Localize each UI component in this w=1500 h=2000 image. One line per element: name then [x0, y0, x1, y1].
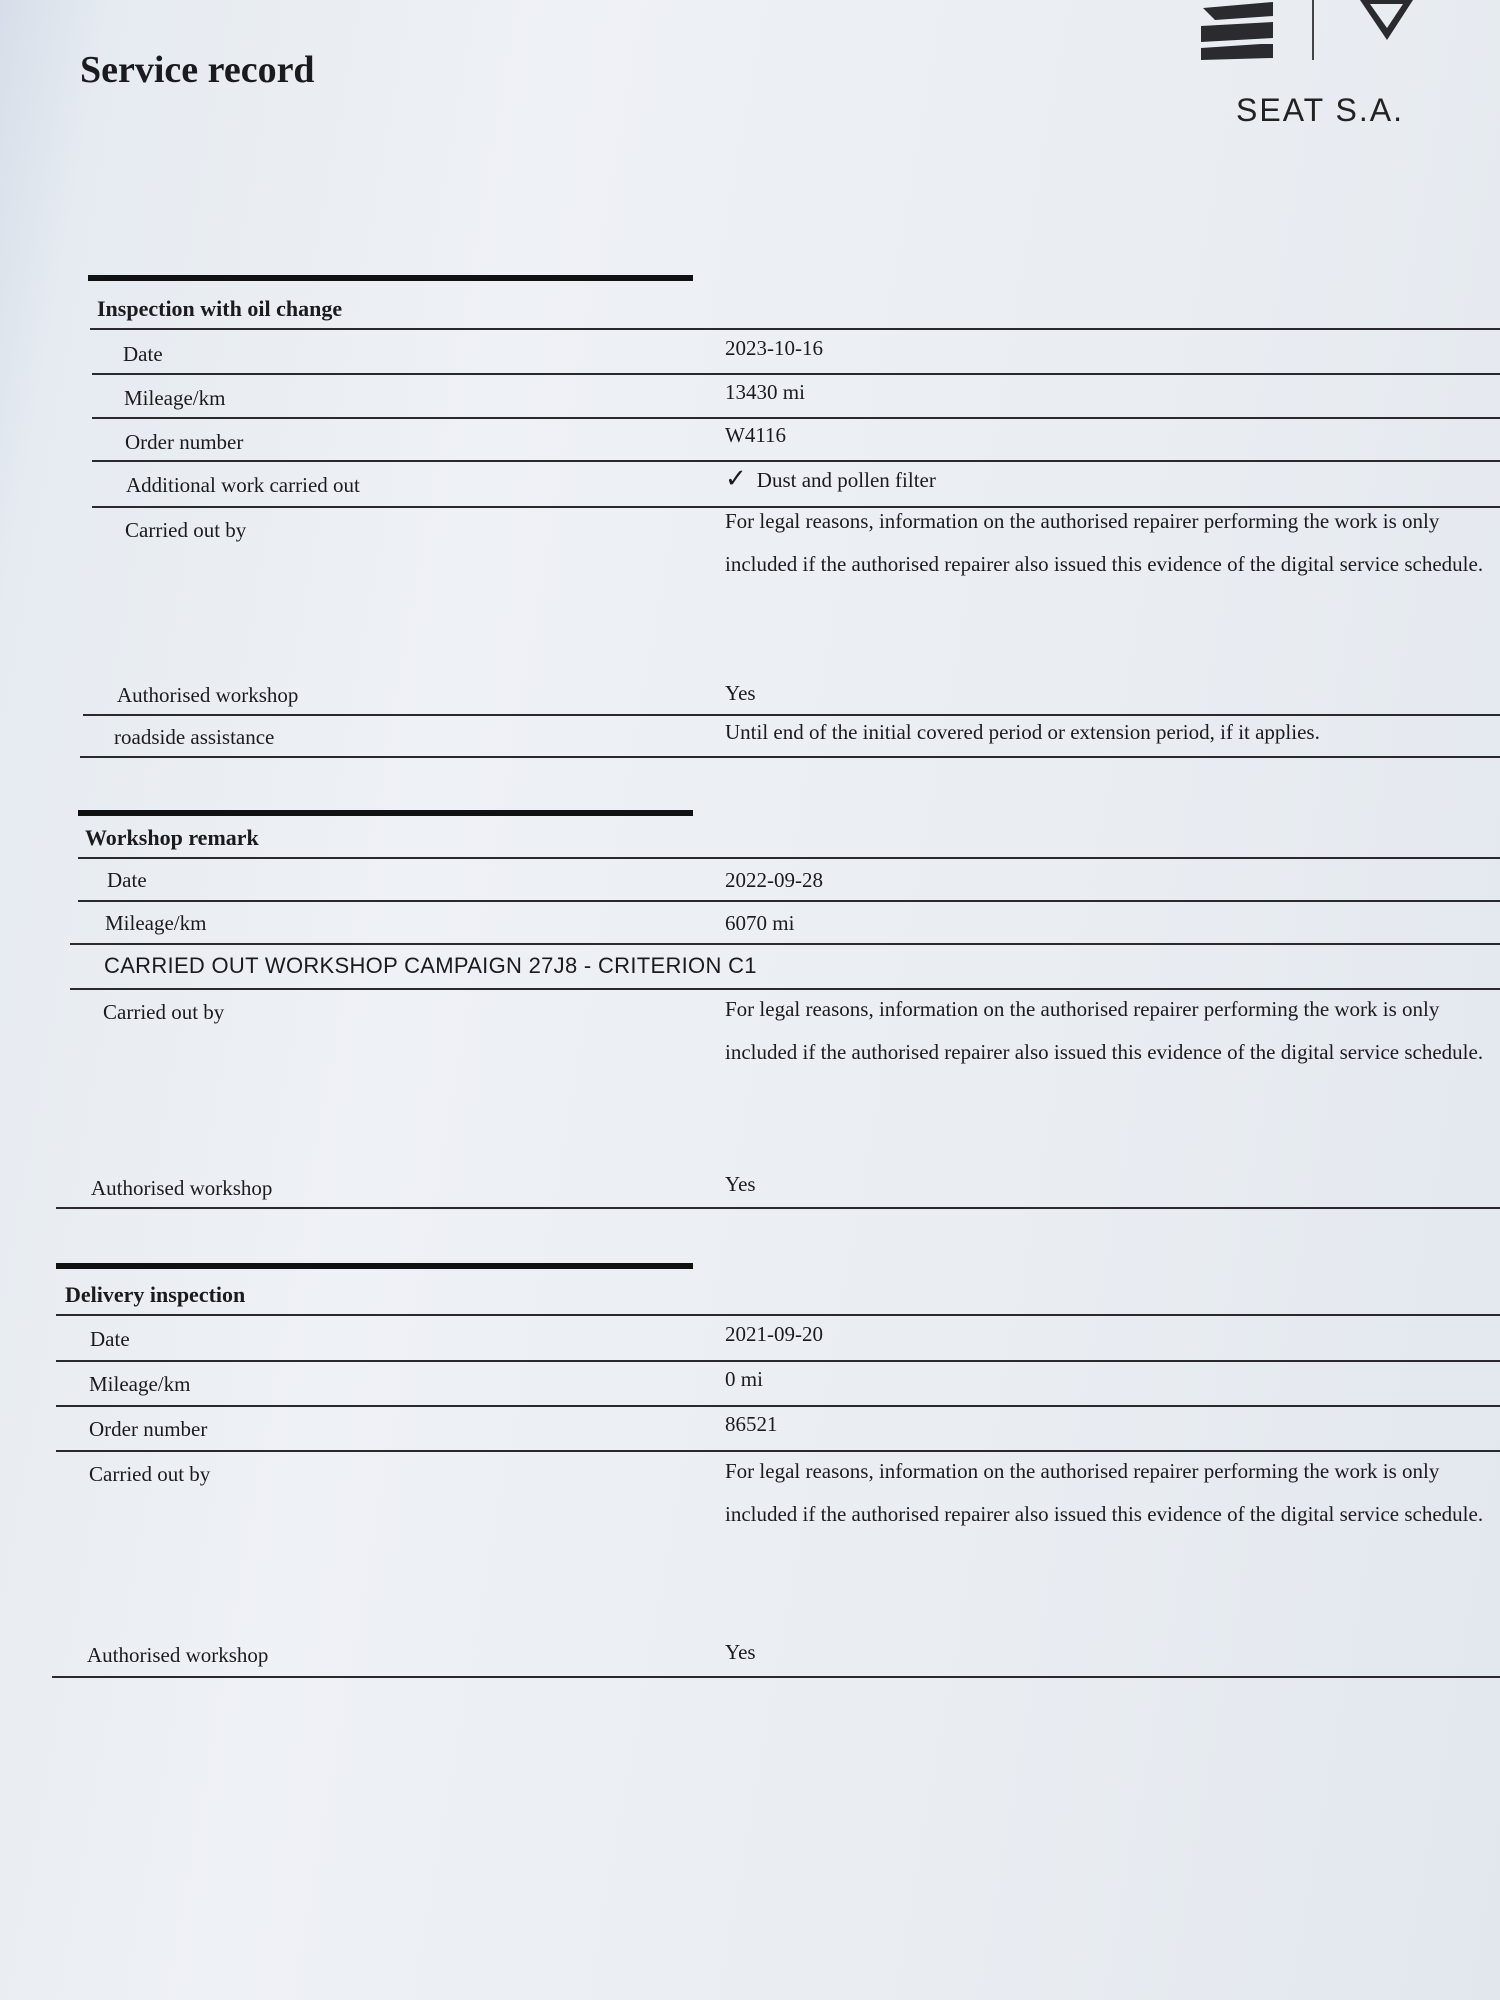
divider — [52, 1676, 1500, 1678]
mileage-label: Mileage/km — [105, 911, 207, 935]
divider — [78, 900, 1500, 902]
divider — [92, 373, 1500, 375]
section-title: Delivery inspection — [65, 1282, 246, 1307]
divider — [83, 714, 1500, 716]
authorised-workshop-label: Authorised workshop — [117, 683, 299, 707]
additional-work-label: Additional work carried out — [126, 473, 360, 497]
carried-out-by-label: Carried out by — [89, 1462, 211, 1486]
section-title: Workshop remark — [85, 825, 259, 850]
divider — [90, 328, 1500, 330]
order-number-value: 86521 — [725, 1412, 778, 1436]
authorised-workshop-label: Authorised workshop — [87, 1643, 269, 1667]
workshop-campaign-remark: CARRIED OUT WORKSHOP CAMPAIGN 27J8 - CRITERION C1 — [104, 953, 757, 978]
date-value: 2021-09-20 — [725, 1322, 823, 1346]
mileage-value: 6070 mi — [725, 911, 795, 935]
order-number-label: Order number — [125, 430, 244, 454]
divider — [56, 1314, 1500, 1316]
section-bar — [78, 810, 693, 816]
authorised-workshop-value: Yes — [725, 1640, 756, 1664]
carried-out-by-value: For legal reasons, information on the authorised repairer performing the work is only included if the authorised repairer also issued this evidence of the digital service schedule. — [725, 509, 1484, 576]
seat-logo-icon — [1195, 0, 1435, 70]
authorised-workshop-value: Yes — [725, 1172, 756, 1196]
date-label: Date — [107, 868, 147, 892]
checkmark-icon: ✓ — [725, 464, 747, 493]
order-number-value: W4116 — [725, 423, 787, 447]
divider — [56, 1405, 1500, 1407]
carried-out-by-value: For legal reasons, information on the authorised repairer performing the work is only included if the authorised repairer also issued this evidence of the digital service schedule. — [725, 1459, 1484, 1526]
section-bar — [88, 275, 693, 281]
date-label: Date — [90, 1327, 130, 1351]
page-title: Service record — [80, 49, 315, 91]
divider — [92, 417, 1500, 419]
mileage-value: 0 mi — [725, 1367, 763, 1391]
additional-work-text: Dust and pollen filter — [756, 468, 936, 492]
additional-work-value — [725, 464, 936, 494]
carried-out-by-label: Carried out by — [125, 518, 247, 542]
authorised-workshop-value: Yes — [725, 681, 756, 705]
divider — [70, 943, 1500, 945]
date-value: 2022-09-28 — [725, 868, 823, 892]
divider — [80, 756, 1500, 758]
divider — [56, 1207, 1500, 1209]
divider — [56, 1360, 1500, 1362]
roadside-assistance-value: Until end of the initial covered period or extension period, if it applies. — [725, 720, 1320, 744]
mileage-value: 13430 mi — [725, 380, 805, 404]
carried-out-by-label: Carried out by — [103, 1000, 225, 1024]
order-number-label: Order number — [89, 1417, 208, 1441]
section-title: Inspection with oil change — [97, 296, 343, 321]
authorised-workshop-label: Authorised workshop — [91, 1176, 273, 1200]
date-value: 2023-10-16 — [725, 336, 823, 360]
carried-out-by-value: For legal reasons, information on the authorised repairer performing the work is only included if the authorised repairer also issued this evidence of the digital service schedule. — [725, 997, 1484, 1064]
divider — [78, 857, 1500, 859]
section-bar — [56, 1263, 693, 1269]
mileage-label: Mileage/km — [89, 1372, 191, 1396]
mileage-label: Mileage/km — [124, 386, 226, 410]
brand-name: SEAT S.A. — [1236, 92, 1404, 128]
date-label: Date — [123, 342, 163, 366]
roadside-assistance-label: roadside assistance — [114, 725, 275, 749]
divider — [92, 460, 1500, 462]
